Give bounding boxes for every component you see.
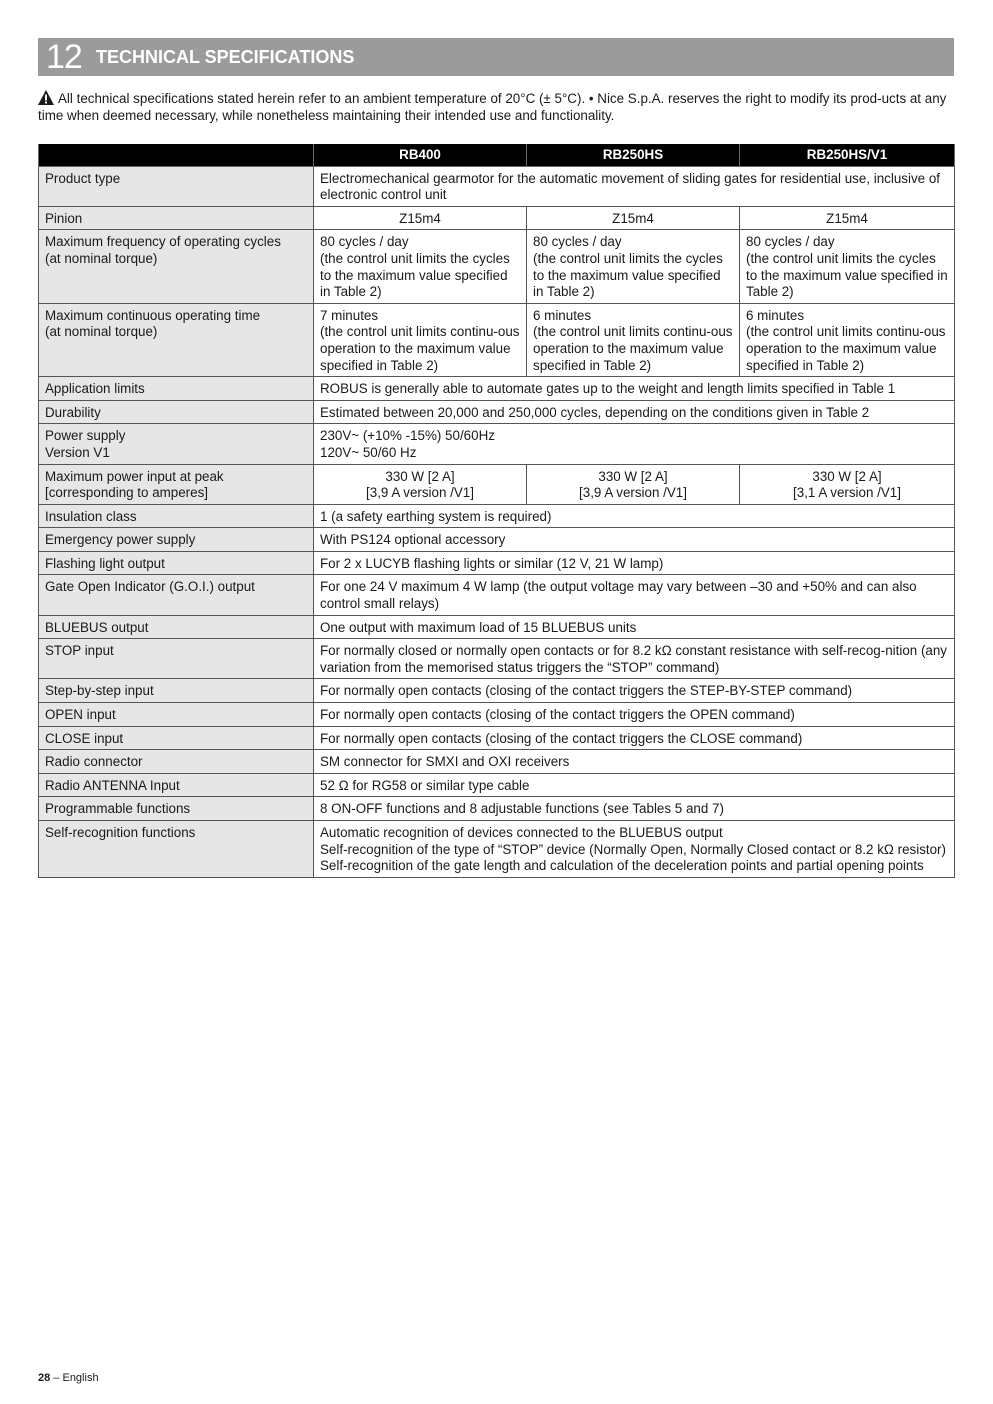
row-label: Self-recognition functions bbox=[39, 821, 314, 878]
page-footer bbox=[38, 1372, 99, 1384]
section-title: TECHNICAL SPECIFICATIONS bbox=[96, 46, 355, 67]
row-value: 80 cycles / day (the control unit limits the cycles to the maximum value specified in Table 2) bbox=[740, 230, 955, 303]
row-value: Z15m4 bbox=[740, 206, 955, 230]
warning-icon bbox=[38, 90, 54, 105]
row-value: 330 W [2 A] [3,1 A version /V1] bbox=[740, 464, 955, 504]
table-row bbox=[39, 773, 955, 797]
row-label: Application limits bbox=[39, 377, 314, 401]
table-row bbox=[39, 464, 955, 504]
row-label: Emergency power supply bbox=[39, 528, 314, 552]
row-value: Electromechanical gearmotor for the automatic movement of sliding gates for residential use, inclusive of electronic control unit bbox=[314, 166, 955, 206]
table-row bbox=[39, 797, 955, 821]
row-value: 52 Ω for RG58 or similar type cable bbox=[314, 773, 955, 797]
row-label: Flashing light output bbox=[39, 551, 314, 575]
table-row bbox=[39, 528, 955, 552]
row-label: Durability bbox=[39, 400, 314, 424]
row-value: Z15m4 bbox=[527, 206, 740, 230]
table-row bbox=[39, 615, 955, 639]
row-label: CLOSE input bbox=[39, 726, 314, 750]
row-value: SM connector for SMXI and OXI receivers bbox=[314, 750, 955, 774]
row-value: For 2 x LUCYB flashing lights or similar (12 V, 21 W lamp) bbox=[314, 551, 955, 575]
row-value: 80 cycles / day (the control unit limits the cycles to the maximum value specified in Table 2) bbox=[527, 230, 740, 303]
row-value: For normally closed or normally open contacts or for 8.2 kΩ constant resistance with self-recog-nition (any variation from the memorised status triggers the “STOP” command) bbox=[314, 639, 955, 679]
row-value: For normally open contacts (closing of the contact triggers the CLOSE command) bbox=[314, 726, 955, 750]
row-label: Programmable functions bbox=[39, 797, 314, 821]
column-header-rb250hs-v1: RB250HS/V1 bbox=[740, 144, 955, 166]
row-label: Step-by-step input bbox=[39, 679, 314, 703]
row-value: With PS124 optional accessory bbox=[314, 528, 955, 552]
table-row bbox=[39, 551, 955, 575]
row-value: Z15m4 bbox=[314, 206, 527, 230]
table-row bbox=[39, 377, 955, 401]
table-header-row bbox=[39, 144, 955, 166]
row-value: 1 (a safety earthing system is required) bbox=[314, 504, 955, 528]
row-value: ROBUS is generally able to automate gates up to the weight and length limits specified in Table 1 bbox=[314, 377, 955, 401]
table-row bbox=[39, 679, 955, 703]
warning-note bbox=[38, 90, 956, 124]
row-value: Automatic recognition of devices connected to the BLUEBUS output Self-recognition of the type of “STOP” device (Normally Open, Normally Closed contact or 8.2 kΩ resistor) Self-recognition of the gate length and calculation of the deceleration points and partial opening points bbox=[314, 821, 955, 878]
row-value: 80 cycles / day (the control unit limits the cycles to the maximum value specified in Table 2) bbox=[314, 230, 527, 303]
table-row bbox=[39, 726, 955, 750]
footer-language: – English bbox=[50, 1372, 99, 1384]
row-value: 8 ON-OFF functions and 8 adjustable functions (see Tables 5 and 7) bbox=[314, 797, 955, 821]
row-label: Power supply Version V1 bbox=[39, 424, 314, 464]
row-label: Gate Open Indicator (G.O.I.) output bbox=[39, 575, 314, 615]
column-header-rb400: RB400 bbox=[314, 144, 527, 166]
row-label: Maximum power input at peak [corresponding to amperes] bbox=[39, 464, 314, 504]
row-label: Radio ANTENNA Input bbox=[39, 773, 314, 797]
table-row bbox=[39, 703, 955, 727]
row-label: BLUEBUS output bbox=[39, 615, 314, 639]
row-label: Product type bbox=[39, 166, 314, 206]
table-row bbox=[39, 303, 955, 376]
row-value: For one 24 V maximum 4 W lamp (the output voltage may vary between –30 and +50% and can also control small relays) bbox=[314, 575, 955, 615]
table-row bbox=[39, 230, 955, 303]
row-value: 6 minutes (the control unit limits continu-ous operation to the maximum value specified in Table 2) bbox=[740, 303, 955, 376]
row-label: Maximum continuous operating time (at nominal torque) bbox=[39, 303, 314, 376]
column-header-rb250hs: RB250HS bbox=[527, 144, 740, 166]
table-row bbox=[39, 504, 955, 528]
table-row bbox=[39, 424, 955, 464]
row-value: 330 W [2 A] [3,9 A version /V1] bbox=[527, 464, 740, 504]
row-value: 7 minutes (the control unit limits continu-ous operation to the maximum value specified in Table 2) bbox=[314, 303, 527, 376]
row-value: 330 W [2 A] [3,9 A version /V1] bbox=[314, 464, 527, 504]
row-value: For normally open contacts (closing of the contact triggers the STEP-BY-STEP command) bbox=[314, 679, 955, 703]
table-row bbox=[39, 400, 955, 424]
table-row bbox=[39, 821, 955, 878]
row-value: 230V~ (+10% -15%) 50/60Hz 120V~ 50/60 Hz bbox=[314, 424, 955, 464]
row-label: Insulation class bbox=[39, 504, 314, 528]
spec-table bbox=[38, 144, 955, 878]
section-number: 12 bbox=[46, 38, 82, 76]
row-value: One output with maximum load of 15 BLUEBUS units bbox=[314, 615, 955, 639]
table-row bbox=[39, 206, 955, 230]
row-label: STOP input bbox=[39, 639, 314, 679]
section-header bbox=[38, 38, 954, 76]
table-row bbox=[39, 750, 955, 774]
table-row bbox=[39, 575, 955, 615]
column-header-blank bbox=[39, 144, 314, 166]
row-label: Radio connector bbox=[39, 750, 314, 774]
row-value: 6 minutes (the control unit limits continu-ous operation to the maximum value specified in Table 2) bbox=[527, 303, 740, 376]
row-label: Pinion bbox=[39, 206, 314, 230]
row-label: OPEN input bbox=[39, 703, 314, 727]
row-value: For normally open contacts (closing of the contact triggers the OPEN command) bbox=[314, 703, 955, 727]
table-row bbox=[39, 166, 955, 206]
table-row bbox=[39, 639, 955, 679]
page-number: 28 bbox=[38, 1372, 51, 1384]
warning-text: All technical specifications stated herein refer to an ambient temperature of 20°C (± 5°C). • Nice S.p.A. reserves the right to modify its prod-ucts at any time when deemed necessary, while nonetheless maintaining their intended use and functionality. bbox=[38, 91, 947, 123]
spec-table-body bbox=[39, 166, 955, 877]
row-value: Estimated between 20,000 and 250,000 cycles, depending on the conditions given in Table 2 bbox=[314, 400, 955, 424]
row-label: Maximum frequency of operating cycles (at nominal torque) bbox=[39, 230, 314, 303]
